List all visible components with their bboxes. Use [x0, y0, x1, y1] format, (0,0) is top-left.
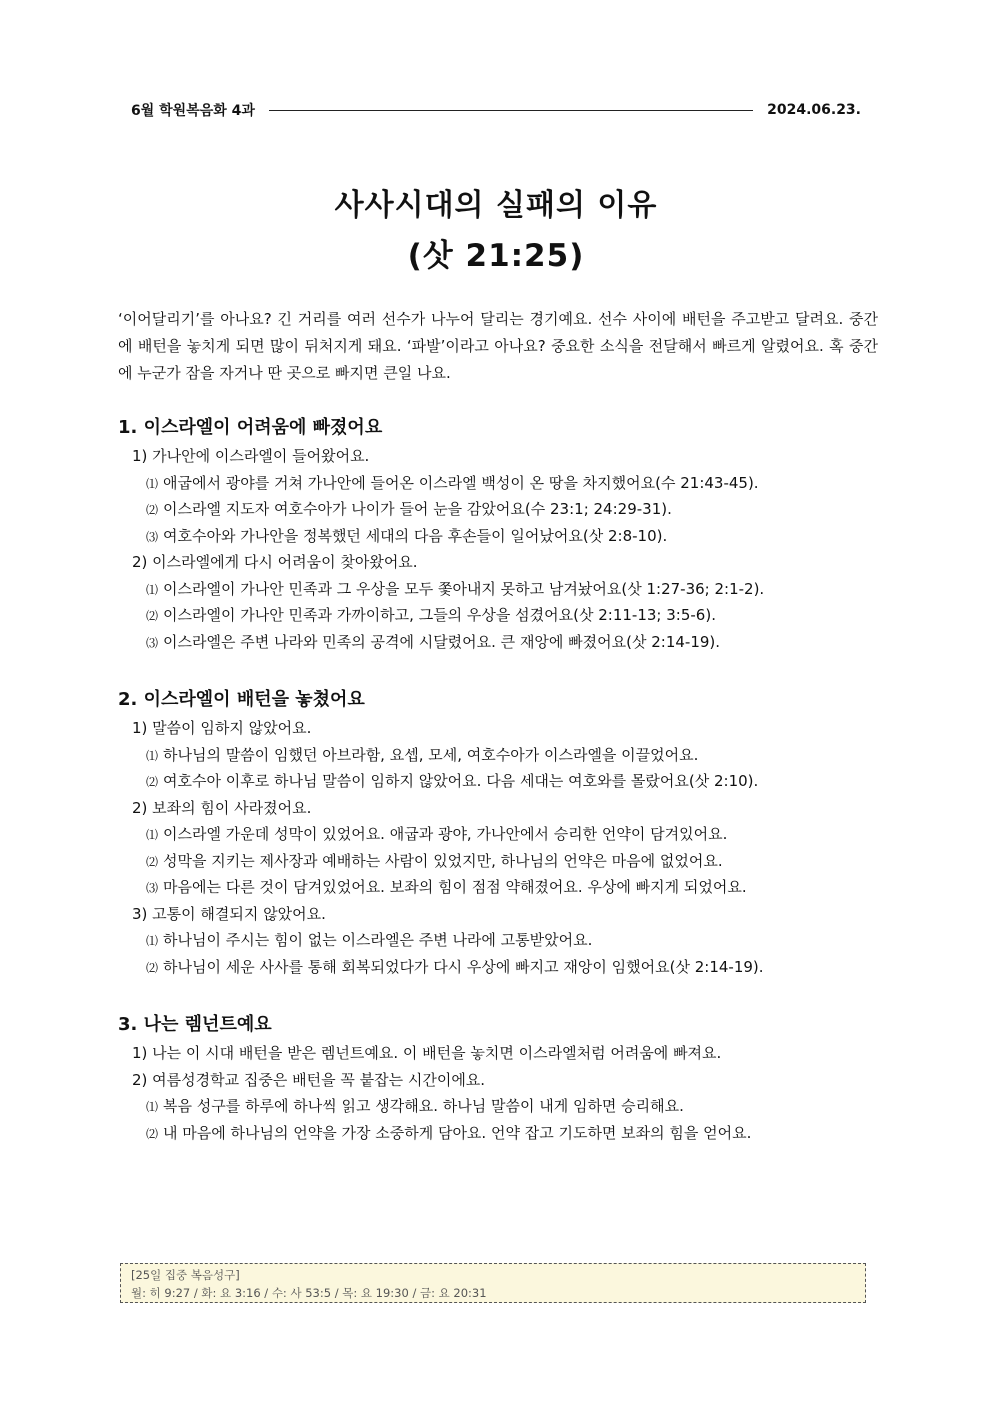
page-header — [131, 100, 861, 120]
list-item: 1) 나는 이 시대 배턴을 받은 렘넌트예요. 이 배턴을 놓치면 이스라엘처럼 어려움에 빠져요. — [132, 1044, 722, 1062]
sub-item-number: ⑶ — [146, 881, 159, 895]
sub-item-text: 이스라엘이 가나안 민족과 그 우상을 모두 쫓아내지 못하고 남겨놨어요(삿 1:27-36; 2:1-2). — [163, 579, 765, 598]
sub-item-number: ⑴ — [146, 934, 159, 948]
sub-item-text: 애굽에서 광야를 거쳐 가나안에 들어온 이스라엘 백성이 온 땅을 차지했어요(수 21:43-45). — [163, 473, 759, 492]
section-3 — [118, 1010, 878, 1146]
sub-item-number: ⑵ — [146, 609, 159, 623]
memory-verse-title: [25일 집중 복음성구] — [131, 1268, 240, 1282]
sub-item-number: ⑵ — [146, 854, 159, 869]
section-2 — [118, 685, 878, 980]
sub-item — [118, 496, 878, 523]
header-lesson: 6월 학원복음화 4과 — [131, 103, 255, 119]
sub-item-number: ⑶ — [146, 635, 159, 650]
sub-item — [118, 523, 878, 550]
list-item: 1) 말씀이 임하지 않았어요. — [132, 719, 312, 737]
sub-item-number: ⑶ — [146, 529, 159, 544]
sub-item-number: ⑴ — [146, 748, 159, 763]
sub-item-number: ⑴ — [146, 476, 159, 491]
sub-item — [118, 576, 878, 603]
sub-item-text: 성막을 지키는 제사장과 예배하는 사람이 있었지만, 하나님의 언약은 마음에 없었어요. — [163, 851, 723, 870]
section-1 — [118, 413, 878, 655]
list-item: 2) 이스라엘에게 다시 어려움이 찾아왔어요. — [132, 553, 418, 571]
sub-item-text: 복음 성구를 하루에 하나씩 읽고 생각해요. 하나님 말씀이 내게 임하면 승리해요. — [163, 1097, 684, 1115]
list-item: 2) 보좌의 힘이 사라졌어요. — [132, 798, 312, 817]
sub-item — [118, 629, 878, 656]
sub-item — [118, 954, 878, 981]
page-title: 사사시대의 실패의 이유 — [334, 188, 658, 223]
section-heading: 2. 이스라엘이 배턴을 놓쳤어요 — [118, 689, 365, 710]
sub-item-number: ⑵ — [146, 960, 159, 975]
sub-item — [118, 874, 878, 901]
memory-verse-box — [120, 1263, 866, 1303]
sub-item-text: 이스라엘 지도자 여호수아가 나이가 들어 눈을 감았어요(수 23:1; 24:29-31). — [163, 500, 672, 518]
sub-item — [118, 848, 878, 875]
sub-item-number: ⑴ — [146, 1100, 159, 1114]
sub-item-text: 이스라엘은 주변 나라와 민족의 공격에 시달렸어요. 큰 재앙에 빠졌어요(삿 2:14-19). — [163, 632, 721, 651]
section-heading: 1. 이스라엘이 어려움에 빠졌어요 — [118, 417, 383, 438]
list-item: 2) 여름성경학교 집중은 배턴을 꼭 붙잡는 시간이에요. — [132, 1070, 486, 1089]
sub-item-number: ⑴ — [146, 582, 159, 597]
section-heading: 3. 나는 렘넌트예요 — [118, 1014, 272, 1035]
sub-item — [118, 470, 878, 497]
sub-item-number: ⑵ — [146, 1126, 159, 1141]
sub-item-text: 여호수아와 가나안을 정복했던 세대의 다음 후손들이 일어났어요(삿 2:8-10). — [163, 526, 668, 545]
sub-item-number: ⑵ — [146, 775, 159, 789]
sub-item — [118, 821, 878, 848]
sub-item-text: 하나님의 말씀이 임했던 아브라함, 요셉, 모세, 여호수아가 이스라엘을 이끌었어요. — [163, 745, 699, 764]
scripture-reference: (삿 21:25) — [407, 238, 585, 274]
intro-paragraph: ‘이어달리기’를 아나요? 긴 거리를 여러 선수가 나누어 달리는 경기예요. 선수 사이에 배턴을 주고받고 달려요. 중간에 배턴을 놓치게 되면 많이 뒤처지게 돼요. ‘파발’이라고 아나요? 중요한 소식을 전달해서 빠르게 알렸어요. 혹 중간에 누군가 잠을 자거나 딴 곳으로 빠지면 큰일 나요. — [118, 310, 878, 382]
sub-item — [118, 768, 878, 795]
list-item: 1) 가나안에 이스라엘이 들어왔어요. — [132, 447, 370, 465]
sub-item — [118, 742, 878, 769]
header-date: 2024.06.23. — [767, 102, 861, 118]
memory-verse-list: 월: 히 9:27 / 화: 요 3:16 / 수: 사 53:5 / 목: 요 19:30 / 금: 요 20:31 — [131, 1286, 487, 1300]
sub-item-number: ⑴ — [146, 828, 159, 842]
sub-item-text: 하나님이 주시는 힘이 없는 이스라엘은 주변 나라에 고통받았어요. — [163, 931, 593, 949]
sub-item-text: 여호수아 이후로 하나님 말씀이 임하지 않았어요. 다음 세대는 여호와를 몰랐어요(삿 2:10). — [163, 772, 759, 790]
header-rule — [269, 110, 753, 111]
sub-item-text: 이스라엘이 가나안 민족과 가까이하고, 그들의 우상을 섬겼어요(삿 2:11-13; 3:5-6). — [163, 606, 716, 624]
sub-item-text: 하나님이 세운 사사를 통해 회복되었다가 다시 우상에 빠지고 재앙이 임했어요(삿 2:14-19). — [163, 957, 764, 976]
sub-item — [118, 602, 878, 629]
sub-item-text: 내 마음에 하나님의 언약을 가장 소중하게 담아요. 언약 잡고 기도하면 보좌의 힘을 얻어요. — [163, 1123, 752, 1142]
sub-item — [118, 1120, 878, 1147]
sub-item-text: 마음에는 다른 것이 담겨있었어요. 보좌의 힘이 점점 약해졌어요. 우상에 빠지게 되었어요. — [163, 878, 747, 896]
sub-item-text: 이스라엘 가운데 성막이 있었어요. 애굽과 광야, 가나안에서 승리한 언약이 담겨있어요. — [163, 825, 728, 843]
list-item: 3) 고통이 해결되지 않았어요. — [132, 904, 326, 923]
sub-item — [118, 1093, 878, 1120]
sub-item-number: ⑵ — [146, 503, 159, 517]
sub-item — [118, 927, 878, 954]
